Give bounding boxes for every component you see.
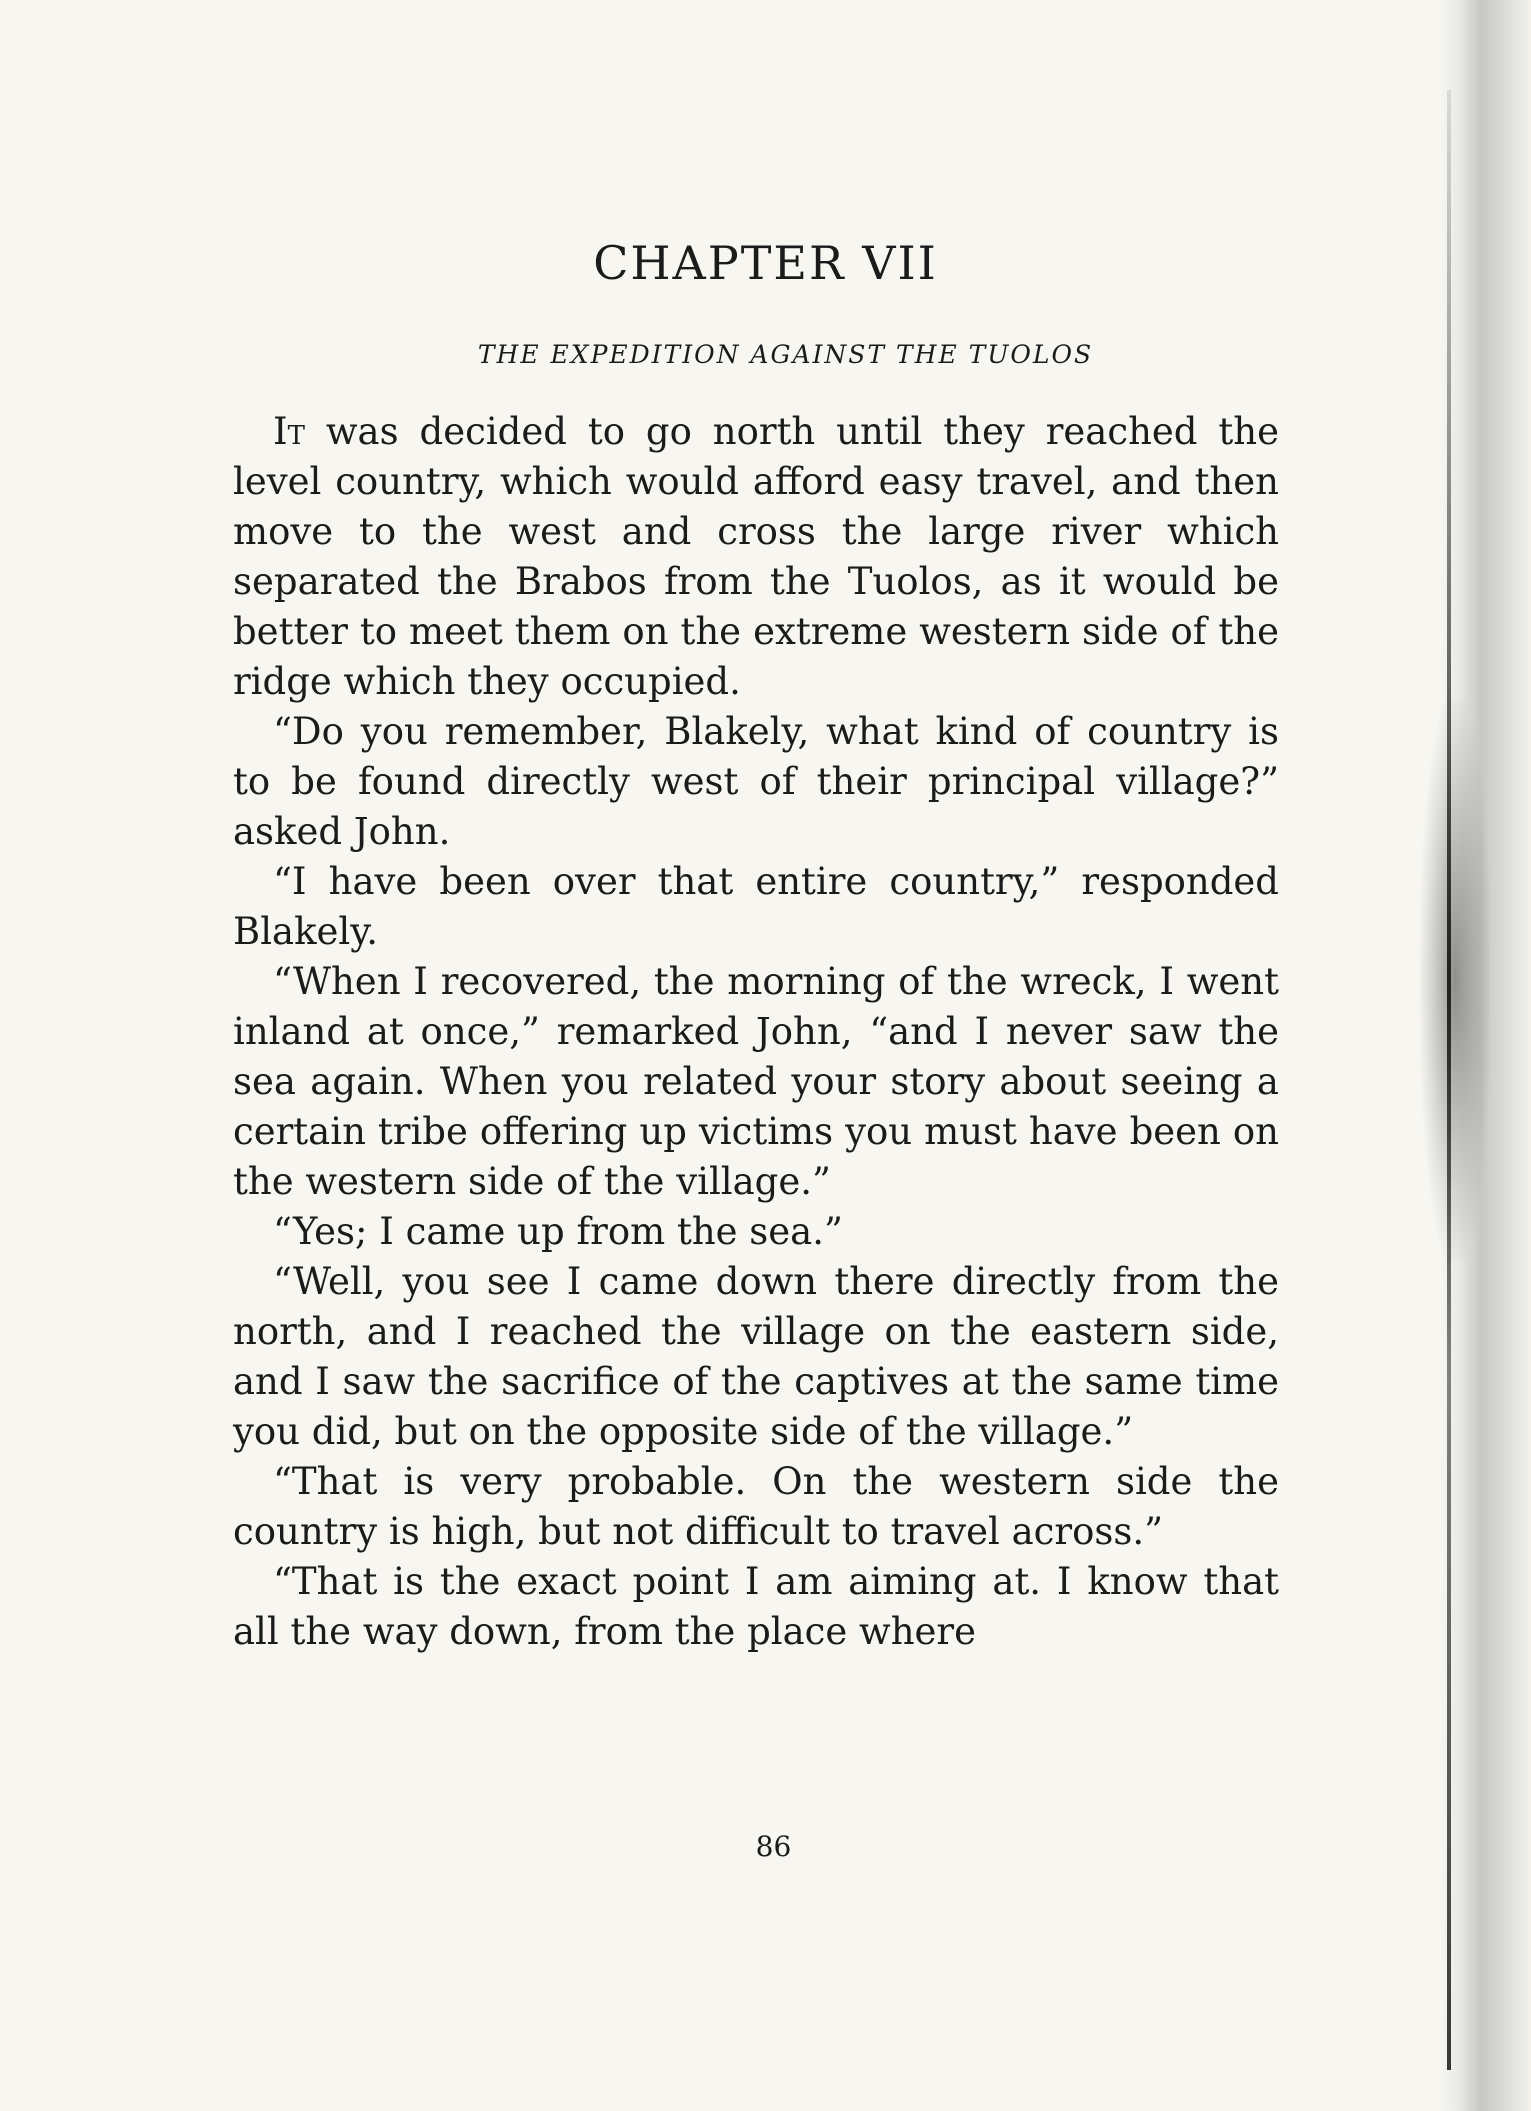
drop-word: It [273, 410, 305, 453]
paragraph: “That is the exact point I am aiming at. I know that all the way down, from the place where [233, 1560, 1279, 1653]
paragraph: “Well, you see I came down there directly from the north, and I reached the village on the eastern side, and I saw the sacrifice of the captives at the same time you did, but on the opposite side of the village.” [233, 1260, 1279, 1453]
page-number: 86 [755, 1830, 792, 1863]
paragraph-text: was decided to go north until they reached the level country, which would afford easy travel, and then move to the west and cross the large river which separated the Brabos from the Tuolos, as it would be better to meet them on the extreme western side of the ridge which they occupied. [233, 410, 1279, 703]
paragraph: “When I recovered, the morning of the wreck, I went inland at once,” remarked John, “and I never saw the sea again. When you related your story about seeing a certain tribe offering up victims you must have been on the western side of the village.” [233, 960, 1279, 1203]
page-gutter-stain [1420, 700, 1490, 1260]
paragraph [233, 407, 1279, 707]
paragraph: “Yes; I came up from the sea.” [273, 1210, 843, 1253]
paragraph: “That is very probable. On the western side the country is high, but not difficult to travel across.” [233, 1460, 1279, 1553]
paragraph: “I have been over that entire country,” responded Blakely. [233, 860, 1279, 953]
paragraph: “Do you remember, Blakely, what kind of country is to be found directly west of their principal village?” asked John. [233, 710, 1279, 853]
chapter-body [233, 407, 1279, 1657]
chapter-title: CHAPTER VII [593, 236, 938, 290]
chapter-subtitle: THE EXPEDITION AGAINST THE TUOLOS [477, 340, 1094, 369]
page-binding-edge [1447, 90, 1451, 2070]
